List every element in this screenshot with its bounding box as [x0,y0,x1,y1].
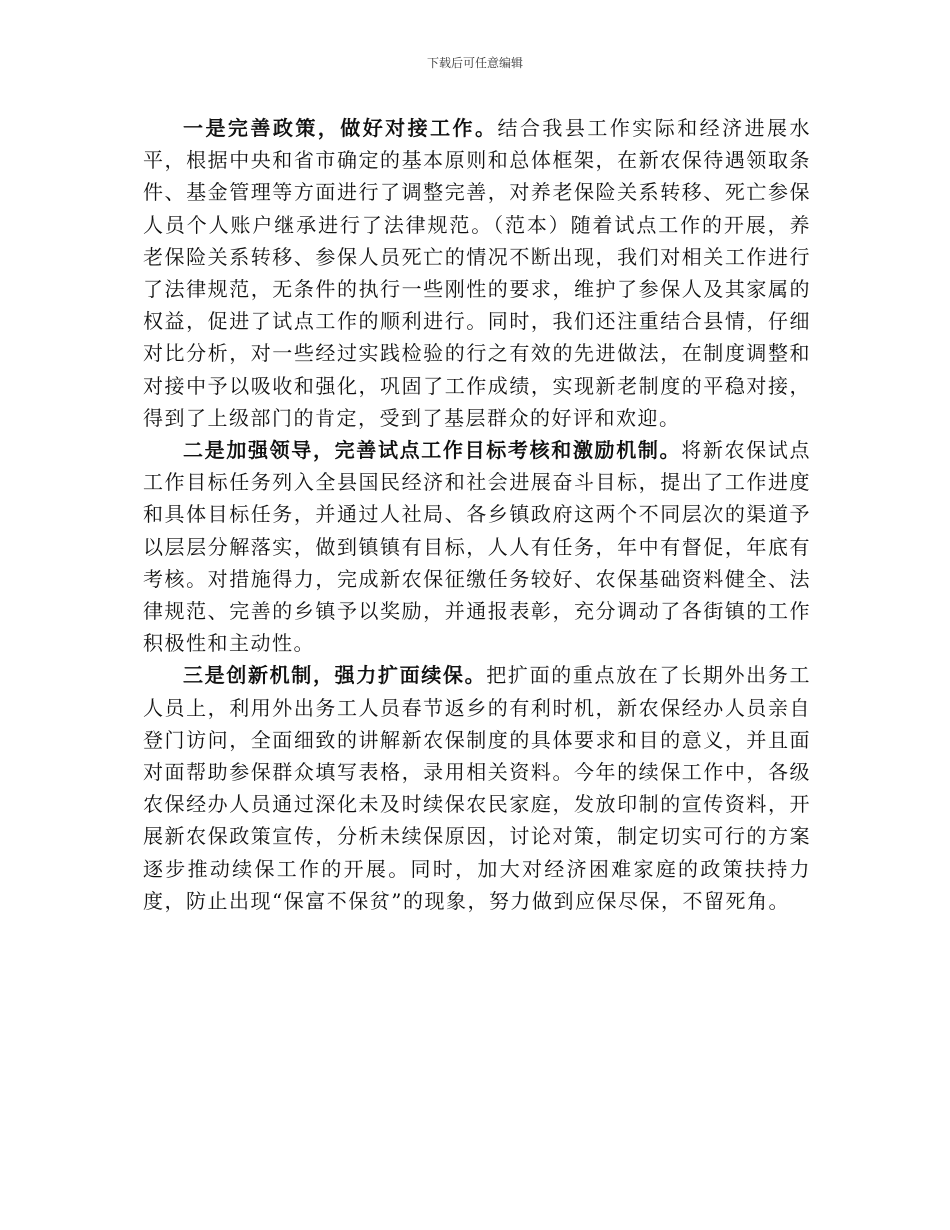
paragraph-2-text: 将新农保试点工作目标任务列入全县国民经济和社会进展奋斗目标，提出了工作进度和具体目标任务，并通过人社局、各乡镇政府这两个不同层次的渠道予以层层分解落实，做到镇镇有目标，人人有任务，年中有督促，年底有考核。对措施得力，完成新农保征缴任务较好、农保基础资料健全、法律规范、完善的乡镇予以奖励，并通报表彰，充分调动了各街镇的工作积极性和主动性。 [143,438,812,656]
paragraph-2-lead: 二是加强领导，完善试点工作目标考核和激励机制。 [183,438,682,463]
paragraph-1-lead: 一是完善政策，做好对接工作。 [183,116,498,140]
paragraph-3-lead: 三是创新机制，强力扩面续保。 [183,663,487,688]
paragraph-3 [143,659,811,917]
paragraph-2 [143,434,811,659]
paragraph-1-text: 结合我县工作实际和经济进展水平，根据中央和省市确定的基本原则和总体框架，在新农保待遇领取条件、基金管理等方面进行了调整完善，对养老保险关系转移、死亡参保人员个人账户继承进行了法律规范。（范本）随着试点工作的开展，养老保险关系转移、参保人员死亡的情况不断出现，我们对相关工作进行了法律规范，无条件的执行一些刚性的要求，维护了参保人及其家属的权益，促进了试点工作的顺利进行。同时，我们还注重结合县情，仔细对比分析，对一些经过实践检验的行之有效的先进做法，在制度调整和对接中予以吸收和强化，巩固了工作成绩，实现新老制度的平稳对接，得到了上级部门的肯定，受到了基层群众的好评和欢迎。 [143,116,812,430]
paragraph-1 [143,112,811,434]
paragraph-3-text: 把扩面的重点放在了长期外出务工人员上，利用外出务工人员春节返乡的有利时机，新农保经办人员亲自登门访问，全面细致的讲解新农保制度的具体要求和目的意义，并且面对面帮助参保群众填写表格，录用相关资料。今年的续保工作中，各级农保经办人员通过深化未及时续保农民家庭，发放印制的宣传资料，开展新农保政策宣传，分析未续保原因，讨论对策，制定切实可行的方案逐步推动续保工作的开展。同时，加大对经济困难家庭的政策扶持力度，防止出现“保富不保贫”的现象，努力做到应保尽保，不留死角。 [143,663,811,913]
document-body [143,112,811,917]
header-note: 下载后可任意编辑 [426,56,523,70]
